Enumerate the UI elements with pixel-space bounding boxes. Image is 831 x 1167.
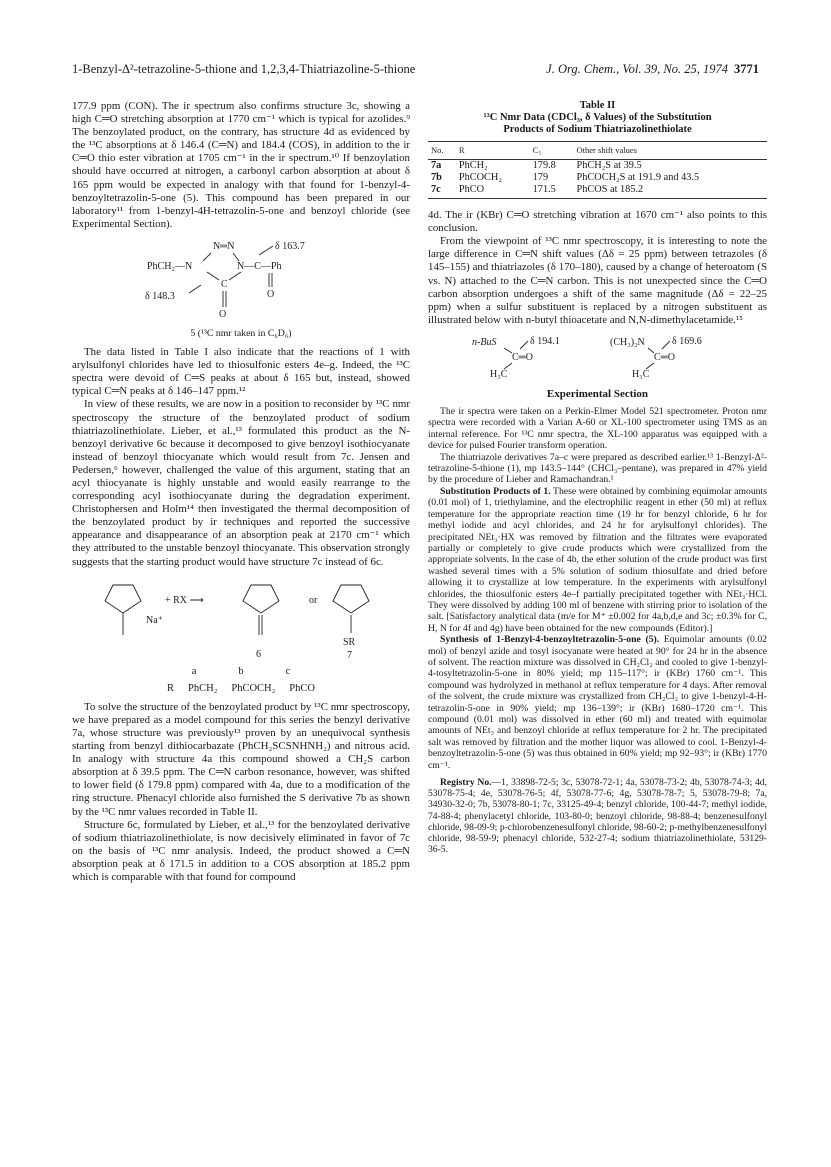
table-title [428,100,767,136]
oxygen-label: O [219,308,227,320]
compound-label: 6 [256,648,261,660]
nn-label: N═N [213,240,235,252]
paragraph: To solve the structure of the benzoylated product by ¹³C nmr spectroscopy, we have prepared as a model compound for this series the benzyl derivative 7a, whose structure was previously¹³ proven by an unequivocal synthesis starting from benzyl dithiocarbazate (PhCH₂SCSNHNH₂) and nitrous acid. In analogy with structure 4a this compound showed a CH₂S carbon absorption at δ 39.5 ppm. The C═N carbon resonance, however, was shifted to lower field (δ 179.8 ppm) compared with 4a, due to a modification of the ring structure. Phenacyl chloride also furnished the S derivative 7b as shown by the ¹³C nmr values recorded in Table II. [72,700,410,818]
paragraph [428,486,767,634]
table-cell: PhCH₂S at 39.5 [576,160,642,172]
paragraph: In view of these results, we are now in a position to reconsider by ¹³C nmr spectroscopy the structure of the benzoylated product of sodium thiatriazolinethiolate. Lieber, et al.,¹³ formulated this product as the N-benzoyl derivative 6c because it decomposed to give benzoyl isothiocyanate instead of benzoyl thiocyanate which would result from 7c. Jensen and Pedersen,⁶ however, challenged the value of this argument, stating that an acyl thiocyanate is highly unstable and would easily rearrange to the corresponding acyl isothiocyanate during the degradation experiment. Christophersen and Holm¹⁴ then investigated the thermal decomposition of the benzoylated product by ir techniques and reported the successive appearance and disappearance of an absorption peak at 2170 cm⁻¹ which they attributed to the unstable benzoyl thiocyanate. This observation strongly suggests that the starting product would have structure 7c instead of 6c. [72,398,410,568]
table-cell: PhCH₂ [458,160,488,172]
table-caption-line: ¹³C Nmr Data (CDCl₃, δ Values) of the Substitution [483,112,712,123]
table-cell: 179 [532,172,549,184]
carbonyl-label: C═O [653,351,675,363]
structure-5-diagram [141,237,341,325]
substituent-letters [72,665,410,678]
group-label: PhCH₂—N [147,260,193,272]
column-header: No. [428,142,456,160]
column-header: R [456,142,530,160]
run-in-heading: Synthesis of 1-Benzyl-4-benzoyltetrazolin-5-one (5). [440,634,660,646]
paragraph [428,634,767,771]
group-label: N—C—Ph [237,260,282,272]
r-value: PhCOCH₂ [231,682,276,694]
methyl-label: H₃C [631,368,649,380]
table-ii [428,141,767,199]
table-cell: 7b [431,172,442,184]
paragraph: The thiatriazole derivatives 7a–c were prepared as described earlier.¹³ 1-Benzyl-Δ²-tetrazoline-5-thione (1), mp 143.5–144° (CHCl₃–pentane), was prepared in 47% yield by the procedure of Lieber and Ramachandran.¹ [428,451,767,486]
table-cell: PhCO [456,184,530,199]
r-value: PhCH₂ [188,682,218,694]
reaction-scheme-diagram [91,575,391,661]
sodium-label: Na⁺ [146,614,163,626]
paragraph: From the viewpoint of ¹³C nmr spectroscopy, it is interesting to note the large difference in C═N shift values (Δδ = 25 ppm) between tetrazoles (δ 145–155) and thiatriazoles (δ 170–180), caused by a change of heteroatom (S vs. N) attached to the C═N carbon. This is not unexpected since the C═O carbon absorption undergoes a shift of the same magnitude (Δδ = 22–25 ppm) when a sulfur substituent is replaced by a nitrogen substituent as illustrated below with n-butyl thioacetate and N,N-dimethylacetamide.¹⁵ [428,235,767,326]
letter: b [238,665,244,677]
column-header: Other shift values [574,142,767,160]
carbonyl-label: C═O [511,351,533,363]
table-cell: 7a [431,160,442,172]
r-value: PhCO [289,682,315,694]
running-header [72,62,759,80]
right-column [428,100,767,855]
table-cell: PhCOCH₂ [458,172,502,184]
run-in-heading: Substitution Products of 1. [440,485,551,497]
paragraph-text: Equimolar amounts (0.02 mol) of benzyl azide and tosyl isocyanate were heated at 90° for 24 hr in the absence of solvent. The reaction mixture was dissolved in CH₂Cl₂ and cooled to give 1-benzyl-4-tosyltetrazolin-5-one in 80% yield; mp 115–117°; ir (KBr) 1760 cm⁻¹. This compound was hydrolyzed in methanol at reflux temperature for 4 days. After removal of the solvent, the crude mixture was crystallized from CH₂Cl₂ to give 1-benzyl-4-H-tetrazolin-5-one in 90% yield; mp 136–139°; ir (KBr) 1680–1720 cm⁻¹. This compound (0.01 mol) was dissolved in ether (60 ml) and treated with equimolar amounts of NEt₃ and benzoyl chloride at reflux temperature for 2 hr. The precipitated salt was removed by filtration and the mother liquor was allowed to cool. 1-Benzyl-4-benzoyltetrazolin-5-one (5) was thus obtained in 60% yield; mp 92–93°; ir (KBr) 1770 cm⁻¹. [428,634,768,771]
table-cell: 179.8 [532,160,556,172]
registry-text: —1, 33898-72-5; 3c, 53078-72-1; 4a, 53078-73-2; 4b, 53078-74-3; 4d, 53078-75-4; 4e, 53078-76-5; 4f, 53078-77-6; 4g, 53078-78-7; 5, 53078-79-8; 7a, 34930-32-0; 7b, 53078-80-1; 7c, 33125-49-4; benzyl chloride, 100-44-7; methyl iodide, 74-88-4; phenylacetyl chloride, 103-80-0; benzoyl chloride, 98-88-4; benzenesulfonyl chloride, 98-09-9; p-chlorobenzenesulfonyl chloride, 98-60-2; p-methylbenzenesulfonyl chloride, 98-59-9; phenacyl chloride, 532-27-4; sodium thiatriazolinethiolate, 53129-36-5. [428,777,767,856]
paragraph: Structure 6c, formulated by Lieber, et al.,¹³ for the benzoylated derivative of sodium thiatriazolinethiolate, is now decisively eliminated in favor of 7c on the basis of ¹³C nmr analysis. Indeed, the product showed a C═N absorption peak at δ 171.5 in addition to a COS absorption at 185.2 ppm which is comparable with that found for compound [72,818,410,884]
table-cell: 171.5 [530,184,574,199]
journal-citation [546,62,759,77]
oxygen-label: O [267,288,275,300]
table-cell: PhCOCH₂S at 191.9 and 43.5 [576,172,700,184]
sr-label: SR [343,636,356,648]
running-title: 1-Benzyl-Δ²-tetrazoline-5-thione and 1,2,3,4-Thiatriazoline-5-thione [72,62,416,76]
column-header: C₅ [530,142,574,160]
paragraph: 177.9 ppm (CON). The ir spectrum also confirms structure 3c, showing a high C═O stretching absorption at 1770 cm⁻¹ which is typical for azolides.⁹ The benzoylated product, on the contrary, has structure 4d as evidenced by the ¹³C absorptions at δ 146.4 (C═N) and 184.4 (COS), in addition to the ir C═O thio ester vibration at 1705 cm⁻¹ in the ir spectrum.¹⁰ If benzoylation should have occurred at nitrogen, a carbonyl carbon absorption at about δ 165 ppm would be expected in analogy with that found for 1-benzyl-4-benzoyltetrazolin-5-one (5). This compound has been prepared in our laboratory¹¹ from 1-benzyl-4H-tetrazolin-5-one and benzoyl chloride (see Experimental Section). [72,100,410,230]
carbon-label: C [221,278,228,290]
paragraph: 4d. The ir (KBr) C═O stretching vibration at 1670 cm⁻¹ also points to this conclusion. [428,209,767,235]
table-cell: PhCOS at 185.2 [574,184,767,199]
methyl-label: H₃C [489,368,507,380]
structure-caption: 5 (¹³C nmr taken in C₆D₆) [190,327,292,339]
table-row [428,160,767,173]
substituent-label: n-BuS [471,336,496,348]
letter: c [285,665,291,677]
left-column [72,100,410,884]
reagent-label: + RX ⟶ [165,594,204,606]
paragraph: The data listed in Table I also indicate that the reactions of 1 with arylsulfonyl chlorides have led to thiosulfonic esters 4e–g. Indeed, the ¹³C spectra were devoid of C═S peaks at about δ 165 but, instead, showed typical C═N peaks at δ 146–147 ppm.¹² [72,346,410,398]
substituent-values [72,682,410,695]
registry-heading: Registry No. [440,777,492,789]
paragraph: The ir spectra were taken on a Perkin-Elmer Model 521 spectrometer. Proton nmr spectra were recorded with a Varian A-60 or XL-100 spectrometer using TMS as an internal reference. For ¹³C nmr spectra, the XL-100 apparatus was equipped with a device for pulsed Fourier transform operation. [428,406,767,452]
structure-5 [72,237,410,340]
journal-name: J. Org. Chem., Vol. 39, No. 25, 1974 [546,62,728,76]
page-number: 3771 [734,62,759,76]
experimental-text [428,406,767,771]
table-header-row [428,142,767,160]
shift-label: δ 148.3 [145,290,175,302]
paragraph-text: These were obtained by combining equimolar amounts (0.01 mol) of 1, triethylamine, and the electrophilic reagent in ether (50 ml) at reflux temperature for the appropriate reaction time (19 hr for benzyl chloride, 6 hr for methyl iodide and acyl chlorides, and 24 hr for arylsulfonyl chlorides). The precipitated NEt₃·HX was removed by filtration and the filtrates were evaporated partially or completely to give crude products which were crystallized from the appropriate solvents. In the case of 4b, the ether solution of the crude product was first washed several times with a 5% solution of sodium thiosulfate and dried before allowing it to crystallize at low temperature. In the experiments with arylsulfonyl chlorides, the thiosulfonic esters 4e–f partially precipitated together with NEt₃·HCl. They were dissolved by adding 100 ml of benzene with stirring prior to isolation of the salt. [Satisfactory analytical data (m/e for M⁺ ±0.002 for 4a,b,d,e and 3c; ±0.3% for C, H, N for 4f and 4g) have been obtained for the new compounds (Editor).] [428,485,767,634]
substituent-label: (CH₃)₂N [609,336,645,348]
table-row [428,172,767,184]
section-heading: Experimental Section [546,387,649,400]
r-label: R [167,682,175,694]
registry-numbers [428,777,767,855]
letter: a [191,665,197,677]
table-row [428,184,767,199]
table-caption-line: Products of Sodium Thiatriazolinethiolate [503,124,692,135]
shift-label: δ 169.6 [671,335,702,347]
reaction-scheme [72,575,410,695]
compound-label: 7 [347,649,352,661]
model-compounds [428,333,767,381]
model-compounds-diagram [458,333,738,381]
table-number: Table II [579,100,616,111]
shift-label: δ 194.1 [529,335,560,347]
shift-label: δ 163.7 [275,240,305,252]
or-label: or [309,594,318,606]
table-cell: 7c [428,184,456,199]
